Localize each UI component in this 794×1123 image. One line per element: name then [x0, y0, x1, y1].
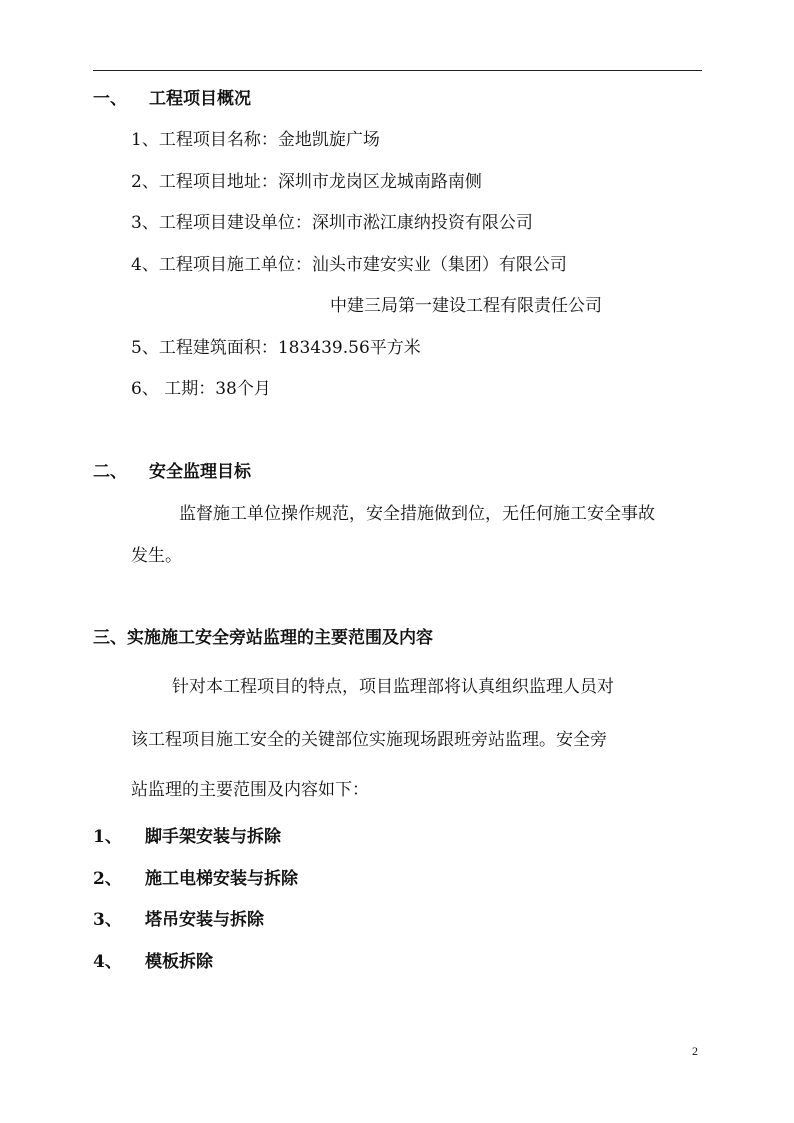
list-item [93, 909, 264, 931]
section3-paragraph-line3: 站监理的主要范围及内容如下： [131, 780, 369, 800]
project-address-label: 2、工程项目地址： [131, 172, 278, 192]
section2-paragraph-line2: 发生。 [131, 546, 182, 566]
list-item-text: 脚手架安装与拆除 [145, 827, 281, 847]
project-name-line [131, 129, 380, 151]
project-address-value: 深圳市龙岗区龙城南路南侧 [277, 172, 482, 192]
list-item-number: 1、 [93, 827, 122, 847]
section3-paragraph-line1: 针对本工程项目的特点，项目监理部将认真组织监理人员对 [172, 677, 614, 697]
list-item-text: 模板拆除 [145, 952, 213, 972]
duration-line [131, 378, 271, 400]
project-owner-label: 3、工程项目建设单位： [131, 213, 312, 233]
section1-heading [93, 88, 251, 110]
building-area-line [131, 337, 421, 359]
header-rule [93, 70, 702, 71]
list-item [93, 868, 298, 890]
list-item-text: 塔吊安装与拆除 [145, 910, 264, 930]
section2-number: 二、 [93, 462, 127, 482]
duration-label: 6、 工期： [131, 379, 216, 399]
building-area-label: 5、工程建筑面积： [131, 338, 278, 358]
section3-heading: 三、实施施工安全旁站监理的主要范围及内容 [93, 628, 433, 648]
project-contractor-value: 汕头市建安实业（集团）有限公司 [311, 255, 567, 275]
project-owner-value: 深圳市淞江康纳投资有限公司 [311, 213, 533, 233]
project-contractor-line [131, 254, 567, 276]
section2-title: 安全监理目标 [149, 462, 251, 482]
list-item-number: 2、 [93, 869, 122, 889]
project-contractor-label: 4、工程项目施工单位： [131, 255, 312, 275]
section1-title: 工程项目概况 [149, 89, 251, 109]
page-number: 2 [692, 1044, 698, 1058]
project-owner-line [131, 212, 533, 234]
section1-number: 一、 [93, 89, 127, 109]
list-item [93, 826, 281, 848]
list-item-text: 施工电梯安装与拆除 [145, 869, 298, 889]
section2-heading [93, 461, 251, 483]
section2-paragraph-line1: 监督施工单位操作规范，安全措施做到位，无任何施工安全事故 [179, 504, 655, 524]
section3-paragraph-line2: 该工程项目施工安全的关键部位实施现场跟班旁站监理。安全旁 [131, 730, 607, 750]
building-area-value: 183439.56平方米 [277, 338, 421, 358]
duration-value: 38个月 [215, 379, 271, 399]
project-address-line [131, 171, 482, 193]
list-item-number: 4、 [93, 952, 122, 972]
project-name-value: 金地凯旋广场 [277, 130, 380, 150]
project-name-label: 1、工程项目名称： [131, 130, 278, 150]
project-contractor-value-2: 中建三局第一建设工程有限责任公司 [330, 296, 602, 316]
list-item-number: 3、 [93, 910, 122, 930]
list-item [93, 951, 213, 973]
